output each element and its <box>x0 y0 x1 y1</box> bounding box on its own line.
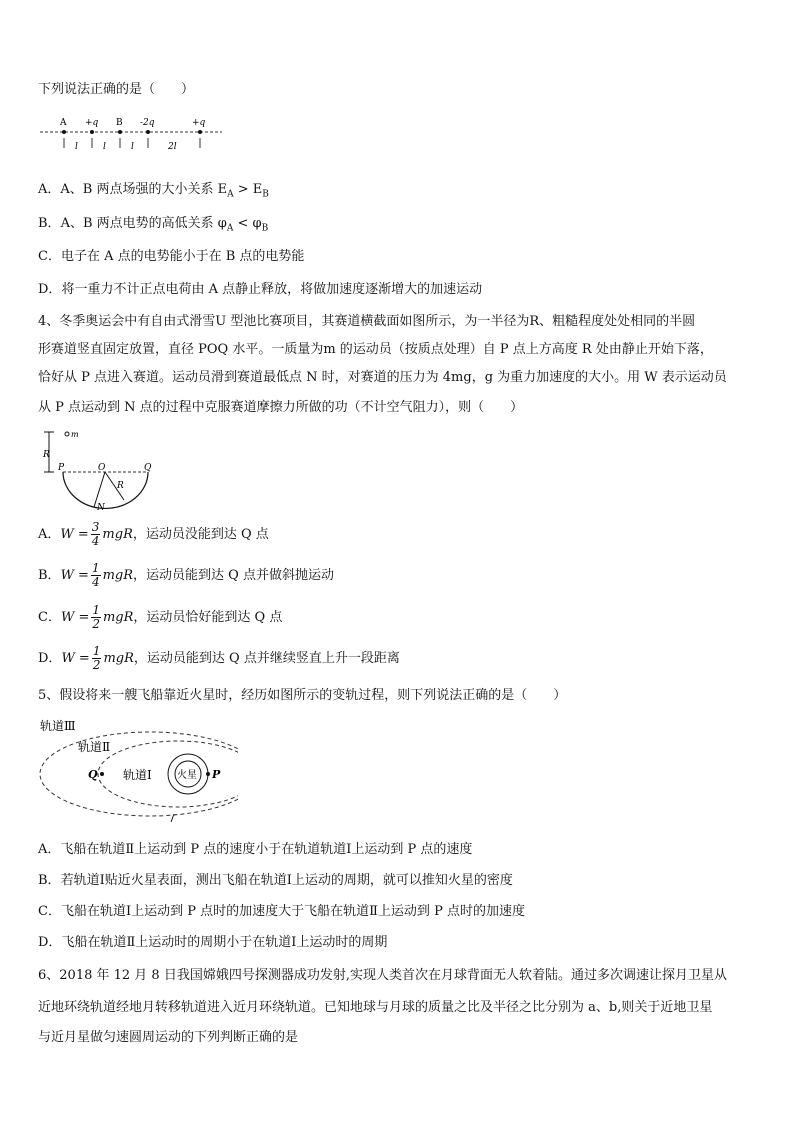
q3-option-c[interactable]: C．电子在 A 点的电势能小于在 B 点的电势能 <box>38 249 305 264</box>
q5-option-d[interactable]: D．飞船在轨道Ⅱ上运动时的周期小于在轨道Ⅰ上运动时的周期 <box>38 935 388 950</box>
q4-option-c[interactable]: C．W = $\frac{1}{2}$ mgR，运动员恰好能到达 Q 点 <box>38 603 283 631</box>
q3-option-a[interactable]: A．A、B 两点场强的大小关系 $E_A > E_B$ <box>38 182 269 200</box>
q5-fig-label-q: Q <box>88 768 98 781</box>
q4-stem-line-2: 形赛道竖直固定放置，直径 POQ 水平。一质量为m 的运动员（按质点处理）自 P 点上方高度 R 处由静止开始下落， <box>38 342 713 357</box>
q3-fig-label-q3: +q <box>192 118 206 128</box>
q3-fig-spacing-1: l <box>75 142 78 152</box>
q5-stem: 5、假设将来一艘飞船靠近火星时，经历如图所示的变轨过程，则下列说法正确的是（ ） <box>38 688 567 703</box>
q5-option-c[interactable]: C．飞船在轨道Ⅰ上运动到 P 点时的加速度大于飞船在轨道Ⅱ上运动到 P 点时的加速度 <box>38 904 525 919</box>
q3-option-b[interactable]: B．A、B 两点电势的高低关系 $\varphi_A < \varphi_B$ <box>38 216 269 234</box>
q5-fig-label-orbit3: 轨道Ⅲ <box>40 719 76 733</box>
q4-stem-line-1: 4、冬季奥运会中有自由式滑雪U 型池比赛项目，其赛道横截面如图所示，为一半径为R、粗糙程度处处相同的半圆 <box>38 314 696 329</box>
q5-fig-label-orbit2: 轨道Ⅱ <box>78 740 111 754</box>
q4-stem-line-4: 从 P 点运动到 N 点的过程中克服赛道摩擦力所做的功（不计空气阻力），则（ ） <box>38 400 524 415</box>
q4-fig-label-r1: R <box>43 450 50 460</box>
q6-stem-line-3: 与近月星做匀速圆周运动的下列判断正确的是 <box>38 1030 299 1045</box>
q3-fig-spacing-3: l <box>131 142 134 152</box>
q3-fig-spacing-2: l <box>103 142 106 152</box>
q4-option-a[interactable]: A．W = $\frac{3}{4}$ mgR，运动员没能到达 Q 点 <box>38 520 269 548</box>
q4-fig-label-n: N <box>97 503 105 513</box>
q3-fig-label-q2: -2q <box>140 118 155 128</box>
q6-stem-line-1: 6、2018 年 12 月 8 日我国嫦娥四号探测器成功发射,实现人类首次在月球背面无人软着陆。通过多次调速让探月卫星从 <box>38 968 727 983</box>
q3-charge-figure <box>40 112 230 154</box>
q3-fig-label-b: B <box>116 118 123 128</box>
q4-fig-label-r2: R <box>117 481 124 491</box>
q4-fig-label-q: Q <box>144 463 152 473</box>
q4-fig-label-m: m <box>71 430 79 439</box>
q3-fig-spacing-4: 2l <box>168 142 177 152</box>
q4-fig-label-p: P <box>58 463 65 473</box>
q5-option-b[interactable]: B．若轨道Ⅰ贴近火星表面，测出飞船在轨道Ⅰ上运动的周期，就可以推知火星的密度 <box>38 873 513 888</box>
q4-option-d[interactable]: D．W = $\frac{1}{2}$ mgR，运动员能到达 Q 点并继续竖直上升一段距离 <box>38 644 400 672</box>
q4-fig-label-o: O <box>98 463 106 473</box>
q5-orbit-figure <box>38 716 238 828</box>
q5-option-a[interactable]: A．飞船在轨道Ⅱ上运动到 P 点的速度小于在轨道轨道Ⅰ上运动到 P 点的速度 <box>38 842 473 857</box>
q5-fig-label-p: P <box>212 768 221 781</box>
q3-option-d[interactable]: D．将一重力不计正点电荷由 A 点静止释放，将做加速度逐渐增大的加速运动 <box>38 282 483 297</box>
q4-stem-line-3: 恰好从 P 点进入赛道。运动员滑到赛道最低点 N 时，对赛道的压力为 4mg，g 为重力加速度的大小。用 W 表示运动员 <box>38 370 727 385</box>
q3-fig-label-a: A <box>60 118 67 128</box>
q5-fig-label-mars: 火星 <box>177 770 197 781</box>
q3-stem: 下列说法正确的是（ ） <box>38 82 195 97</box>
q4-option-b[interactable]: B．W = $\frac{1}{4}$ mgR，运动员能到达 Q 点并做斜抛运动 <box>38 561 334 589</box>
q5-fig-label-orbit1: 轨道Ⅰ <box>123 768 152 782</box>
q3-fig-label-q1: +q <box>85 118 99 128</box>
q6-stem-line-2: 近地环绕轨道经地月转移轨道进入近月环绕轨道。已知地球与月球的质量之比及半径之比分别为 a、b,则关于近地卫星 <box>38 1000 713 1015</box>
q4-halfpipe-figure <box>40 428 170 518</box>
